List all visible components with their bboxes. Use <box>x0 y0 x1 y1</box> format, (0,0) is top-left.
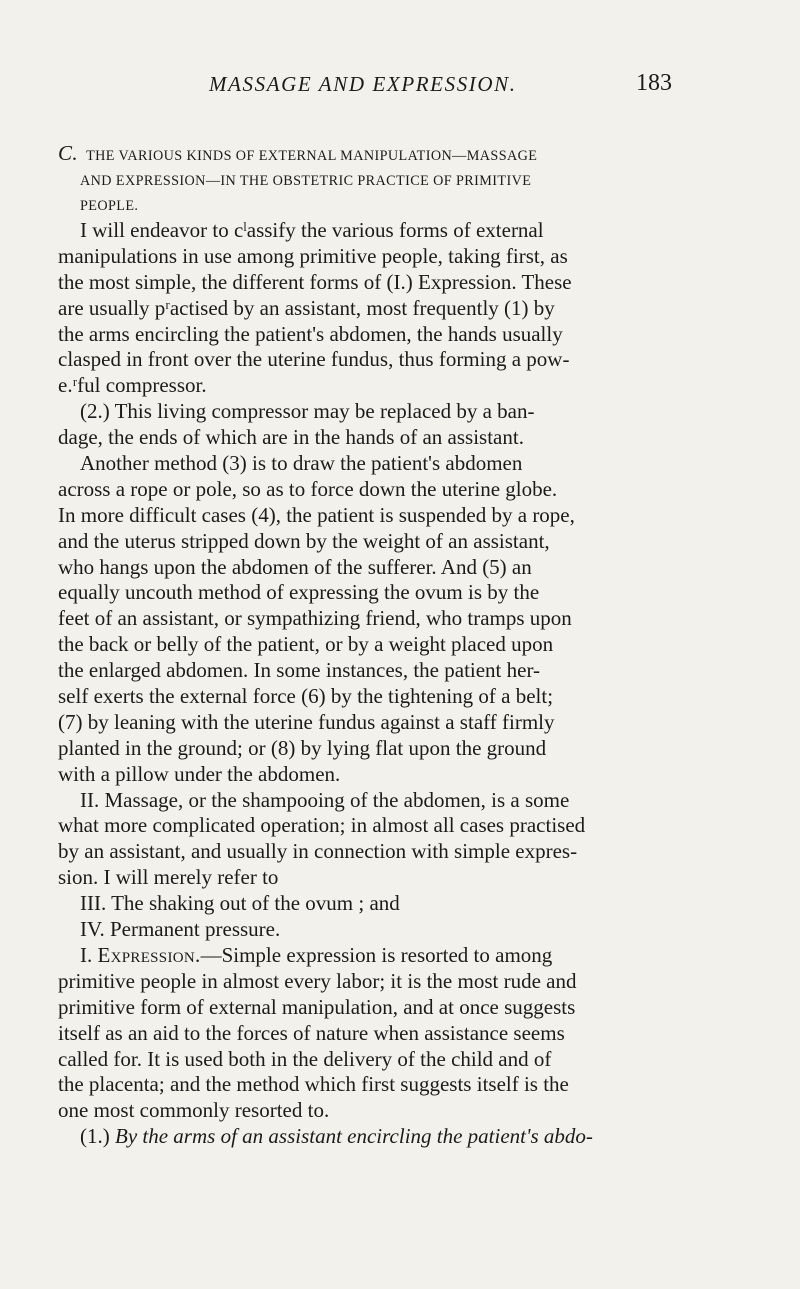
text-line: II. Massage, or the shampooing of the abdomen, is a some <box>80 787 570 812</box>
italic-subheading: By the arms of an assistant encircling the patient's abdo- <box>115 1124 593 1149</box>
section-heading-line: AND EXPRESSION—IN THE OBSTETRIC PRACTICE OF PRIMITIVE <box>80 173 532 189</box>
paragraph-text: —Simple expression is resorted to among <box>200 942 553 967</box>
text-line: sion. I will merely refer to <box>58 865 279 890</box>
text-line: what more complicated operation; in almost all cases practised <box>58 813 586 838</box>
text-line: the back or belly of the patient, or by a weight placed upon <box>58 632 554 657</box>
page-number: 183 <box>636 70 672 96</box>
text-line: and the uterus stripped down by the weight of an assistant, <box>58 528 550 553</box>
section-heading-line <box>58 141 773 169</box>
paragraph-number: I. <box>80 942 98 967</box>
section-letter: C. <box>58 141 79 165</box>
paragraph-number: (1.) <box>80 1124 115 1149</box>
paragraph-heading: Expression. <box>97 942 201 967</box>
text-line: self exerts the external force (6) by the tightening of a belt; <box>58 684 554 709</box>
section-heading-line: PEOPLE. <box>80 198 139 214</box>
text-line: Another method (3) is to draw the patient's abdomen <box>80 451 523 476</box>
text-line: clasped in front over the uterine fundus, thus forming a pow- <box>58 347 570 372</box>
running-title: MASSAGE AND EXPRESSION. <box>209 72 517 96</box>
text-line: (2.) This living compressor may be replaced by a ban- <box>80 399 535 424</box>
body-text <box>58 218 778 1150</box>
running-head <box>0 72 800 112</box>
text-line: planted in the ground; or (8) by lying flat upon the ground <box>58 735 547 760</box>
text-line: primitive people in almost every labor; it is the most rude and <box>58 968 577 993</box>
text-line <box>58 1124 778 1150</box>
text-line: dage, the ends of which are in the hands of an assistant. <box>58 425 524 450</box>
text-line: one most commonly resorted to. <box>58 1098 330 1123</box>
text-line: the enlarged abdomen. In some instances, the patient her- <box>58 658 541 683</box>
text-line: equally uncouth method of expressing the ovum is by the <box>58 580 540 605</box>
text-line: are usually pʳactised by an assistant, most frequently (1) by <box>58 295 555 320</box>
text-line: with a pillow under the abdomen. <box>58 761 341 786</box>
text-line: across a rope or pole, so as to force down the uterine globe. <box>58 476 558 501</box>
text-line: III. The shaking out of the ovum ; and <box>80 891 400 916</box>
text-line: the most simple, the different forms of (I.) Expression. These <box>58 269 572 294</box>
text-line: called for. It is used both in the delivery of the child and of <box>58 1046 552 1071</box>
text-line: the placenta; and the method which first suggests itself is the <box>58 1072 569 1097</box>
text-line: e.ʳful compressor. <box>58 373 207 398</box>
text-line: feet of an assistant, or sympathizing friend, who tramps upon <box>58 606 572 631</box>
section-heading-text: THE VARIOUS KINDS OF EXTERNAL MANIPULATION—MASSAGE <box>86 148 538 164</box>
section-heading <box>58 141 773 219</box>
text-line: primitive form of external manipulation, and at once suggests <box>58 994 576 1019</box>
text-line: (7) by leaning with the uterine fundus against a staff firmly <box>58 709 555 734</box>
text-line: the arms encircling the patient's abdomen, the hands usually <box>58 321 563 346</box>
text-line: who hangs upon the abdomen of the sufferer. And (5) an <box>58 554 532 579</box>
text-line: IV. Permanent pressure. <box>80 917 281 942</box>
text-line: manipulations in use among primitive people, taking first, as <box>58 243 568 268</box>
text-line <box>58 943 778 969</box>
text-line: by an assistant, and usually in connection with simple expres- <box>58 839 578 864</box>
text-line: In more difficult cases (4), the patient is suspended by a rope, <box>58 502 575 527</box>
text-line: itself as an aid to the forces of nature when assistance seems <box>58 1020 565 1045</box>
text-line: I will endeavor to cˡassify the various forms of external <box>80 218 544 242</box>
